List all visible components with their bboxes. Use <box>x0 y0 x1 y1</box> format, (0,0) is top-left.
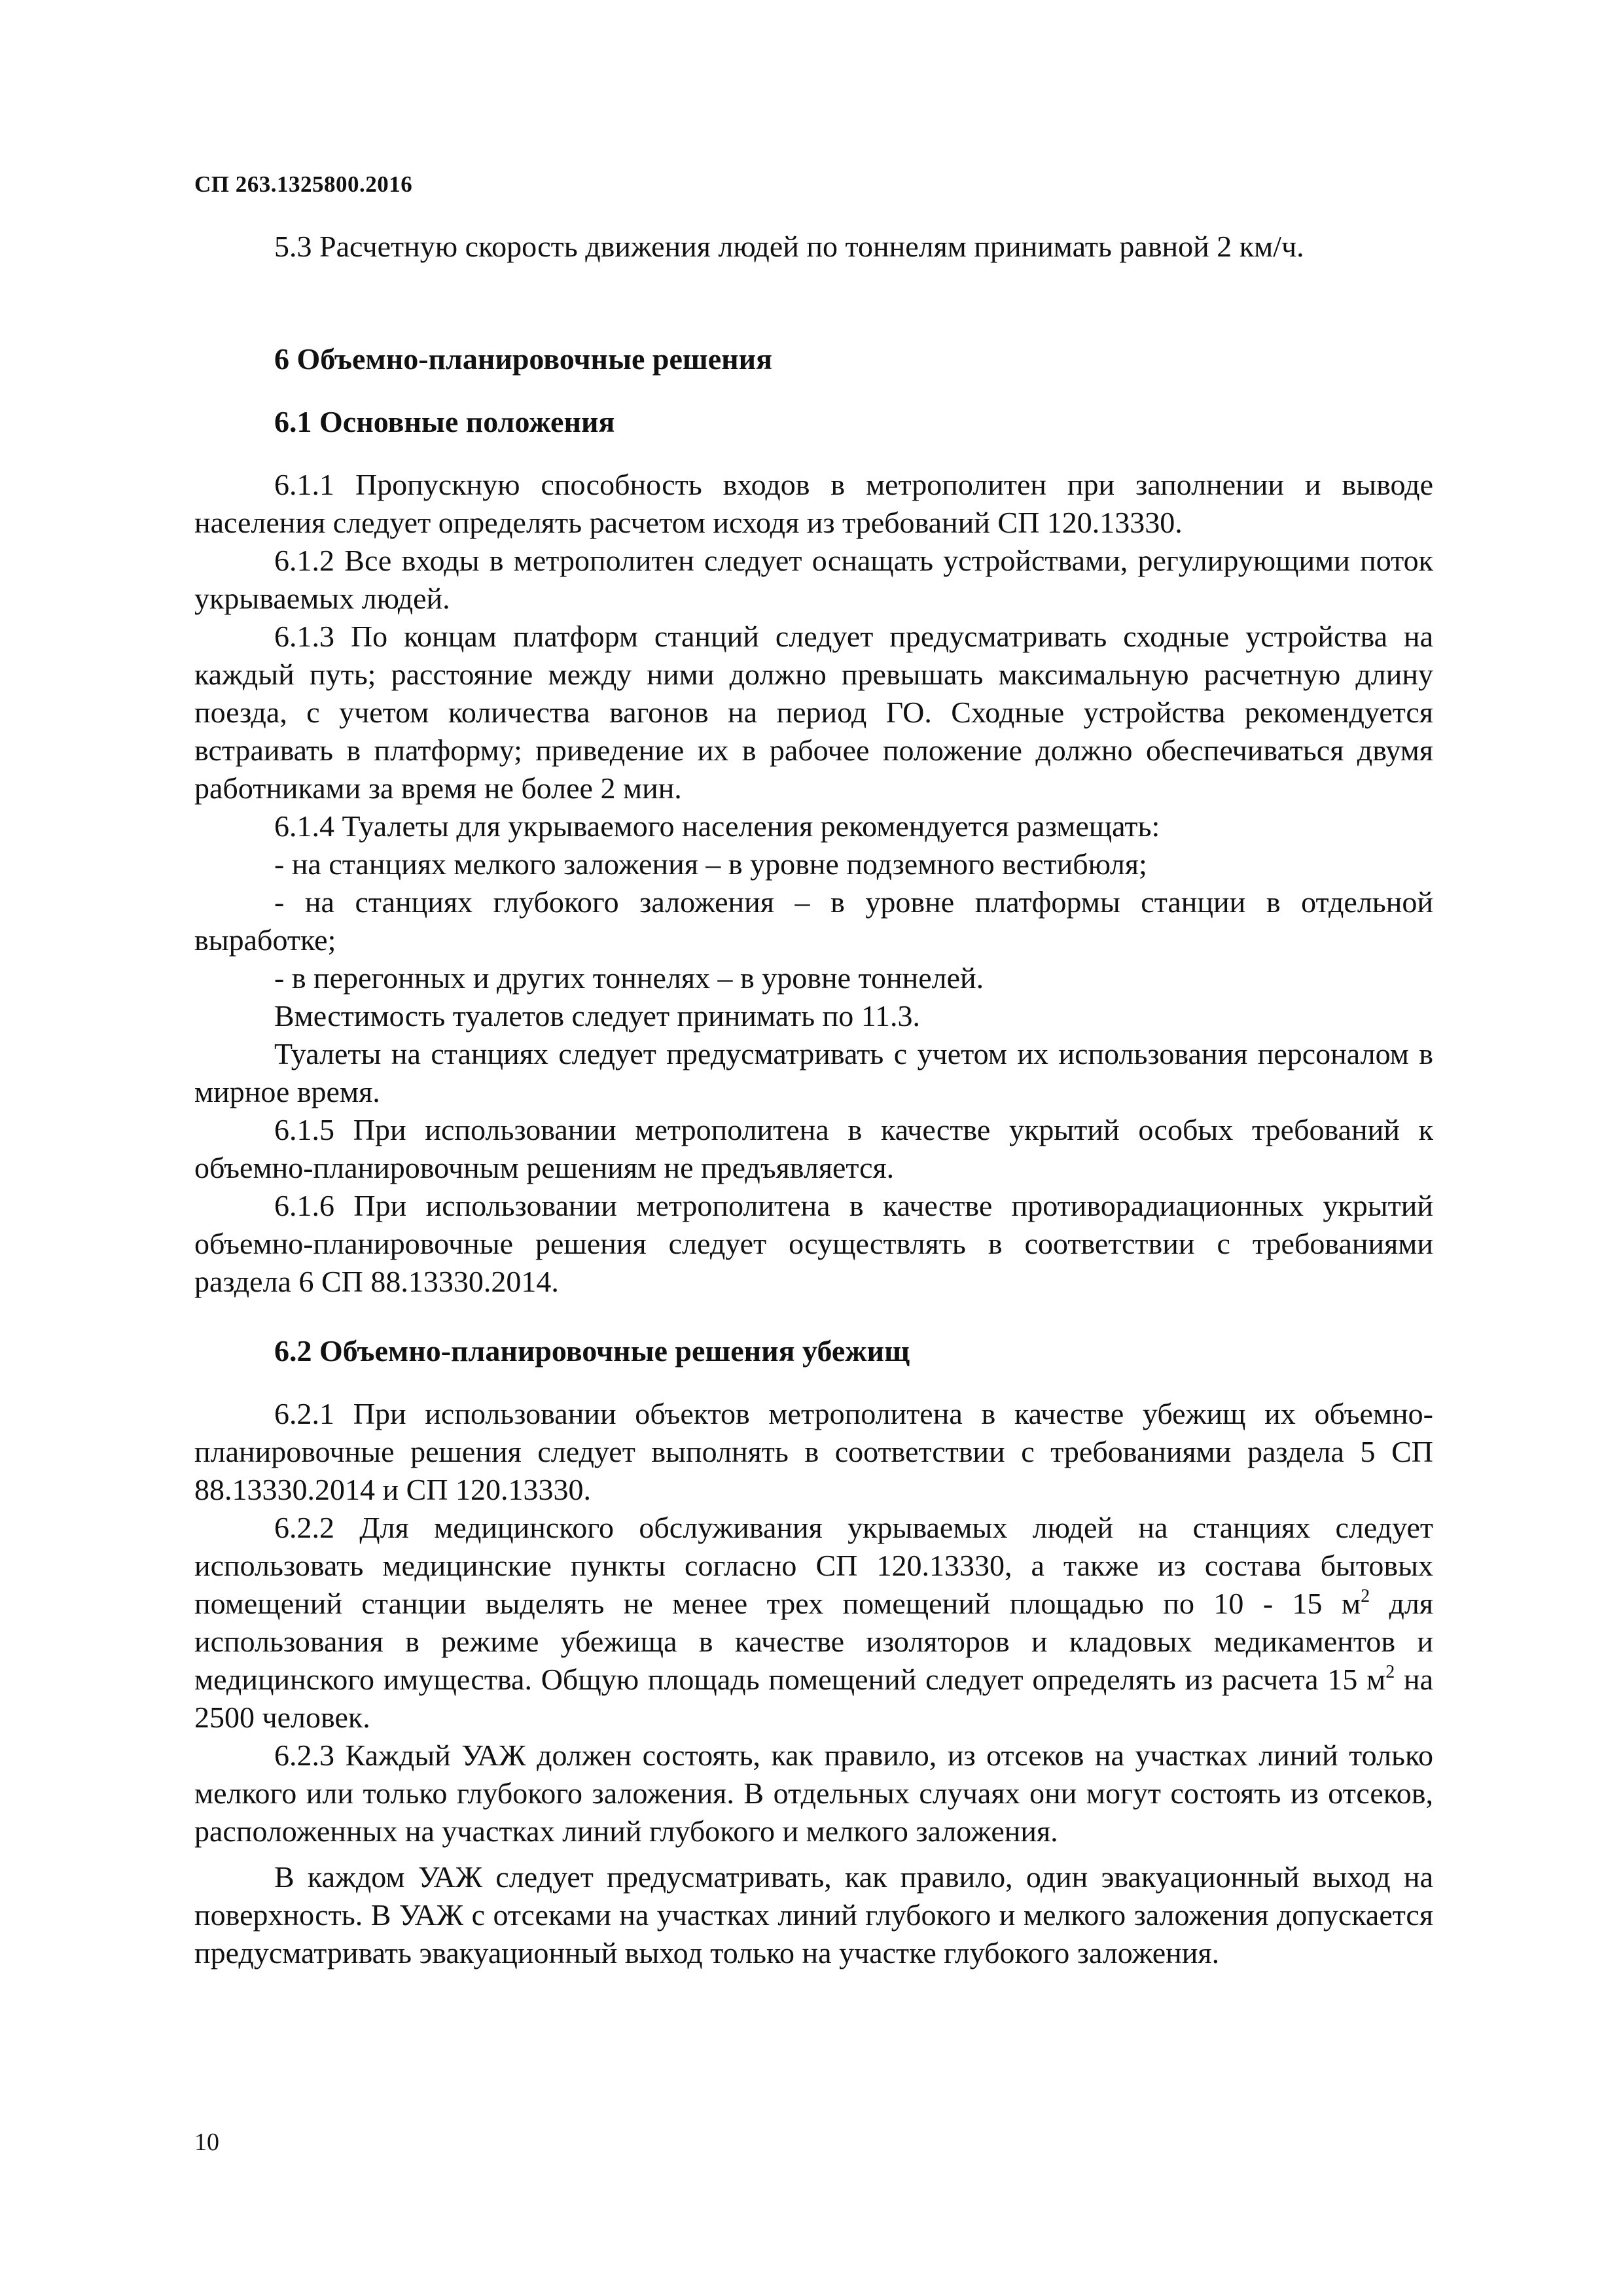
document-code-header: СП 263.1325800.2016 <box>194 171 413 197</box>
paragraph-6-1-6: 6.1.6 При использовании метрополитена в качестве противорадиационных укрытий объемно-планировочные решения следует осуществлять в соответствии с требованиями раздела 6 СП 88.13330.2014. <box>194 1189 1433 1298</box>
paragraph-evacuation-exit: В каждом УАЖ следует предусматривать, как правило, один эвакуационный выход на поверхность. В УАЖ с отсеками на участках линий глубокого и мелкого заложения допускается предусматривать эвакуационный выход только на участке глубокого заложения. <box>194 1860 1433 1969</box>
list-item: - в перегонных и других тоннелях – в уровне тоннелей. <box>274 961 984 995</box>
paragraph-6-2-2 <box>194 1509 1433 1737</box>
paragraph-6-1-1: 6.1.1 Пропускную способность входов в метрополитен при заполнении и выводе населения следует определять расчетом исходя из требований СП 120.13330. <box>194 468 1433 539</box>
section-6-heading: 6 Объемно-планировочные решения <box>274 342 773 376</box>
paragraph-6-1-5: 6.1.5 При использовании метрополитена в качестве укрытий особых требований к объемно-планировочным решениям не предъявляется. <box>194 1113 1433 1184</box>
paragraph-6-1-4: 6.1.4 Туалеты для укрываемого населения рекомендуется размещать: <box>274 809 1160 843</box>
paragraph-6-2-2-part-c: на 2500 человек. <box>194 1663 1433 1734</box>
list-item: - на станциях глубокого заложения – в уровне платформы станции в отдельной выработке; <box>194 885 1433 957</box>
paragraph-toilet-capacity: Вместимость туалетов следует принимать по 11.3. <box>274 999 921 1033</box>
paragraph-6-2-2-part-b: для использования в режиме убежища в качестве изоляторов и кладовых медикаментов и медицинского имущества. Общую площадь помещений следует определять из расчета 15 м <box>194 1587 1433 1696</box>
subsection-6-2-heading: 6.2 Объемно-планировочные решения убежищ <box>274 1334 910 1368</box>
paragraph-6-2-1: 6.2.1 При использовании объектов метрополитена в качестве убежищ их объемно-планировочные решения следует выполнять в соответствии с требованиями раздела 5 СП 88.13330.2014 и СП 120.13330. <box>194 1397 1433 1506</box>
paragraph-6-1-3: 6.1.3 По концам платформ станций следует предусматривать сходные устройства на каждый путь; расстояние между ними должно превышать максимальную расчетную длину поезда, с учетом количества вагонов на период ГО. Сходные устройства рекомендуется встраивать в платформу; приведение их в рабочее положение должно обеспечиваться двумя работниками за время не более 2 мин. <box>194 620 1433 805</box>
paragraph-6-2-3: 6.2.3 Каждый УАЖ должен состоять, как правило, из отсеков на участках линий только мелкого или только глубокого заложения. В отдельных случаях они могут состоять из отсеков, расположенных на участках линий глубокого и мелкого заложения. <box>194 1739 1433 1848</box>
paragraph-6-1-2: 6.1.2 Все входы в метрополитен следует оснащать устройствами, регулирующими поток укрываемых людей. <box>194 544 1433 615</box>
superscript-2: 2 <box>1385 1662 1395 1682</box>
document-body <box>194 228 1433 1972</box>
paragraph-toilet-personnel: Туалеты на станциях следует предусматривать с учетом их использования персоналом в мирное время. <box>194 1037 1433 1108</box>
list-item: - на станциях мелкого заложения – в уровне подземного вестибюля; <box>274 847 1147 881</box>
paragraph-6-2-2-part-a: 6.2.2 Для медицинского обслуживания укрываемых людей на станциях следует использовать медицинские пункты согласно СП 120.13330, а также из состава бытовых помещений станции выделять не менее трех помещений площадью по 10 - 15 м <box>194 1511 1433 1620</box>
paragraph-5-3: 5.3 Расчетную скорость движения людей по тоннелям принимать равной 2 км/ч. <box>274 230 1304 263</box>
subsection-6-1-heading: 6.1 Основные положения <box>274 405 615 438</box>
superscript-2: 2 <box>1361 1586 1370 1606</box>
page-number: 10 <box>194 2128 219 2156</box>
